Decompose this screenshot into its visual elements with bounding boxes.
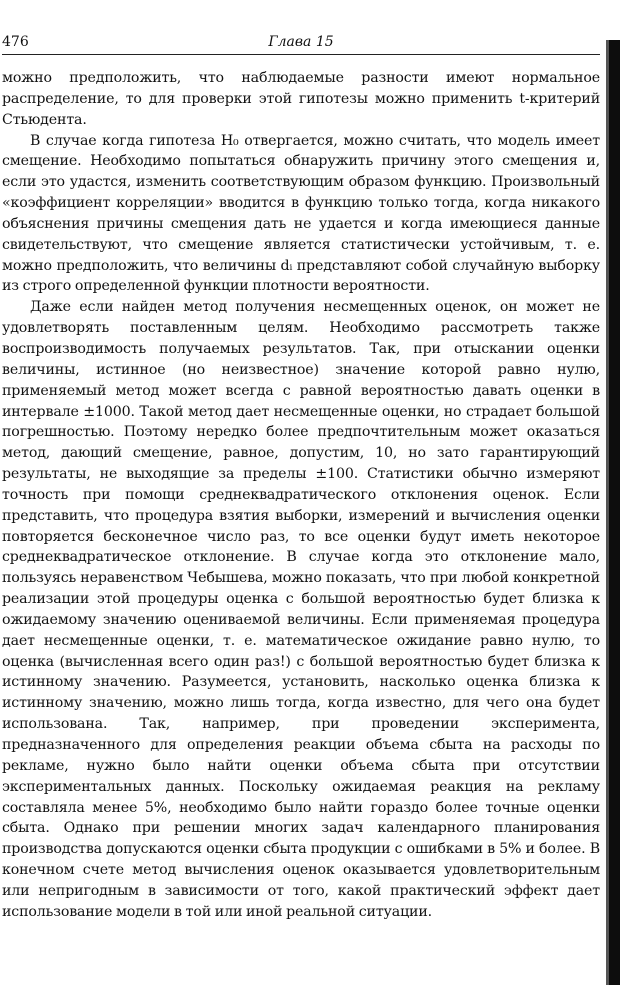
- paragraph: Даже если найден метод получения несмещенных оценок, он может не удовлетворять поставленным целям. Необходимо рассмотреть также воспроизводимость получаемых результатов. Так, при отыскании оценки величины, истинное (но неизвестное) значение которой равно нулю, применяемый метод может всегда с равной вероятностью давать оценки в интервале ±1000. Такой метод дает несмещенные оценки, но страдает большой погрешностью. Поэтому нередко более предпочтительным может оказаться метод, дающий смещение, равное, допустим, 10, но зато гарантирующий результаты, не выходящие за пределы ±100. Статистики обычно измеряют точность при помощи среднеквадратического отклонения оценок. Если представить, что процедура взятия выборки, измерений и вычисления оценки повторяется бесконечное число раз, то все оценки будут иметь некоторое среднеквадратическое отклонение. В случае когда это отклонение мало, пользуясь неравенством Чебышева, можно показать, что при любой конкретной реализации этой процедуры оценка с большой вероятностью будет близка к ожидаемому значению оцениваемой величины. Если применяемая процедура дает несмещенные оценки, т. е. математическое ожидание равно нулю, то оценка (вычисленная всего один раз!) с большой вероятностью будет близка к истинному значению. Разумеется, установить, насколько оценка близка к истинному значению, можно лишь тогда, когда известно, для чего она будет использована. Так, например, при проведении эксперимента, предназначенного для определения реакции объема сбыта на расходы по рекламе, нужно было найти оценки объема сбыта при отсутствии экспериментальных данных. Поскольку ожидаемая реакция на рекламу составляла менее 5%, необходимо было найти гораздо более точные оценки сбыта. Однако при решении многих задач календарного планирования производства допускаются оценки сбыта продукции с ошибками в 5% и более. В конечном счете метод вычисления оценок оказывается удовлетворительным или непригодным в зависимости от того, какой практический эффект дает использование модели в той или иной реальной ситуации.: [2, 299, 600, 920]
- scan-edge-shadow: [609, 40, 620, 985]
- chapter-title: Глава 15: [268, 34, 334, 50]
- paragraph: можно предположить, что наблюдаемые разности имеют нормальное распределение, то для проверки этой гипотезы можно применить t-критерий Стьюдента.: [2, 70, 600, 128]
- paragraph: В случае когда гипотеза H₀ отвергается, можно считать, что модель имеет смещение. Необходимо попытаться обнаружить причину этого смещения и, если это удастся, изменить соответствующим образом функцию. Произвольный «коэффициент корреляции» вводится в функцию только тогда, когда никакого объяснения причины смещения дать не удается и когда имеющиеся данные свидетельствуют, что смещение является статистически устойчивым, т. е. можно предположить, что величины dᵢ представляют собой случайную выборку из строго определенной функции плотности вероятности.: [2, 132, 600, 295]
- header-rule: [2, 54, 600, 55]
- page-number: 476: [2, 34, 29, 50]
- page-body: [2, 68, 600, 923]
- page-header: [2, 30, 600, 56]
